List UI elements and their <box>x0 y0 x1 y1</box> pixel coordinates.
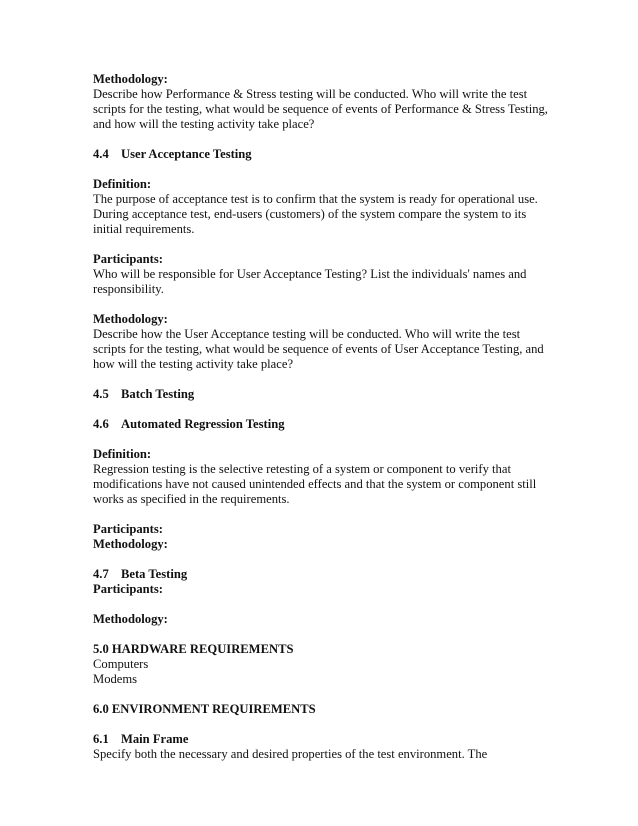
methodology-label: Methodology: <box>93 612 168 626</box>
section-number: 4.7 <box>93 567 109 581</box>
section-heading-4-6 <box>93 417 553 432</box>
hardware-item: Modems <box>93 672 138 686</box>
methodology-text: Describe how Performance & Stress testing will be conducted. Who will write the test scripts for the testing, what would be sequence of events of Performance & Stress Testing, and how will the testing activity take place? <box>93 87 548 131</box>
section-text: Specify both the necessary and desired properties of the test environment. The <box>93 747 488 761</box>
participants-label: Participants: <box>93 582 163 596</box>
section-heading-4-7 <box>93 567 553 582</box>
definition-text: Regression testing is the selective retesting of a system or component to verify that modifications have not caused unintended effects and that the system or component still works as specified in the requirements. <box>93 462 537 506</box>
participants-label: Participants: <box>93 252 163 266</box>
section-heading-5-0: 5.0 HARDWARE REQUIREMENTS <box>93 642 294 656</box>
document-body <box>93 72 553 762</box>
methodology-label: Methodology: <box>93 72 168 86</box>
section-title: Main Frame <box>121 732 189 746</box>
section-title: User Acceptance Testing <box>121 147 252 161</box>
definition-text: The purpose of acceptance test is to confirm that the system is ready for operational use. During acceptance test, end-users (customers) of the system compare the system to its initial requirements. <box>93 192 538 236</box>
section-number: 4.6 <box>93 417 109 431</box>
section-number: 4.4 <box>93 147 109 161</box>
participants-text: Who will be responsible for User Acceptance Testing? List the individuals' names and responsibility. <box>93 267 527 296</box>
section-number: 4.5 <box>93 387 109 401</box>
section-title: Beta Testing <box>121 567 188 581</box>
methodology-label: Methodology: <box>93 312 168 326</box>
hardware-item: Computers <box>93 657 149 671</box>
definition-label: Definition: <box>93 447 152 461</box>
participants-label: Participants: <box>93 522 163 536</box>
section-heading-6-1 <box>93 732 553 747</box>
methodology-label: Methodology: <box>93 537 168 551</box>
section-heading-6-0: 6.0 ENVIRONMENT REQUIREMENTS <box>93 702 316 716</box>
section-heading-4-5 <box>93 387 553 402</box>
definition-label: Definition: <box>93 177 152 191</box>
section-number: 6.1 <box>93 732 109 746</box>
section-heading-4-4 <box>93 147 553 162</box>
section-title: Automated Regression Testing <box>121 417 285 431</box>
section-title: Batch Testing <box>121 387 195 401</box>
methodology-text: Describe how the User Acceptance testing will be conducted. Who will write the test scripts for the testing, what would be sequence of events of User Acceptance Testing, and how will the testing activity take place? <box>93 327 544 371</box>
